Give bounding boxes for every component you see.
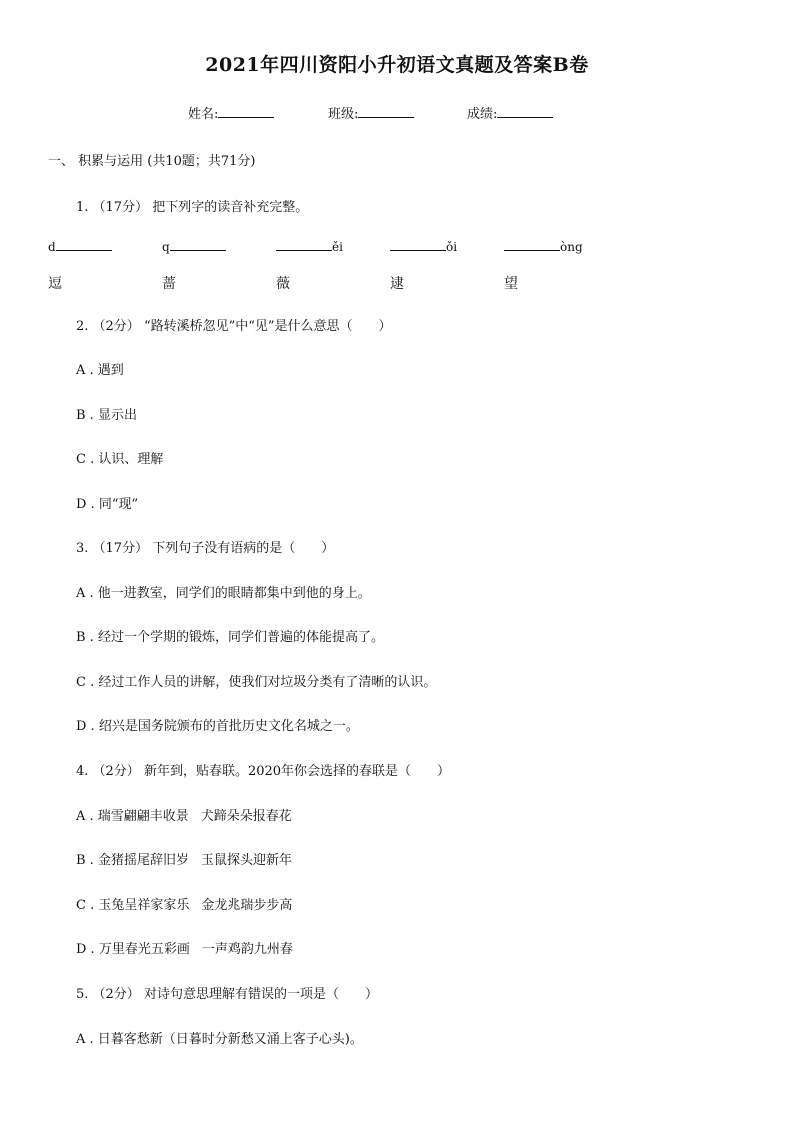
pinyin-blank-2[interactable]: q <box>162 238 226 254</box>
question-3-option-b[interactable]: B . 经过一个学期的锻炼，同学们普遍的体能提高了。 <box>76 630 384 645</box>
score-field <box>467 103 553 122</box>
score-label: 成绩: <box>467 107 498 122</box>
question-5-stem: 5. （2分） 对诗句意思理解有错误的一项是（ ） <box>76 987 378 1002</box>
question-1-stem: 1. （17分） 把下列字的读音补充完整。 <box>76 200 309 215</box>
question-2-option-b[interactable]: B . 显示出 <box>76 408 137 423</box>
char-4: 逮 <box>390 276 404 292</box>
question-3-option-a[interactable]: A . 他一进教室，同学们的眼睛都集中到他的身上。 <box>76 586 371 601</box>
class-field <box>328 103 414 122</box>
class-label: 班级: <box>328 107 359 122</box>
question-2-option-c[interactable]: C . 认识、理解 <box>76 452 164 467</box>
question-2-option-d[interactable]: D . 同“现” <box>76 497 139 512</box>
pinyin-blank-3[interactable]: ěi <box>276 238 343 254</box>
char-5: 望 <box>504 276 518 292</box>
name-field <box>188 103 274 122</box>
question-4-option-c[interactable]: C . 玉兔呈祥家家乐 金龙兆瑞步步高 <box>76 898 293 913</box>
section-heading: 一、 积累与运用 (共10题；共71分) <box>48 154 256 169</box>
class-blank[interactable] <box>358 105 414 118</box>
name-label: 姓名: <box>188 107 219 122</box>
question-3-stem: 3. （17分） 下列句子没有语病的是（ ） <box>76 541 335 556</box>
char-2: 蔷 <box>162 276 176 292</box>
char-3: 薇 <box>276 276 290 292</box>
question-4-stem: 4. （2分） 新年到，贴春联。2020年你会选择的春联是（ ） <box>76 764 451 779</box>
pinyin-blank-5[interactable]: òng <box>504 238 583 254</box>
page-title: 2021年四川资阳小升初语文真题及答案B卷 <box>205 54 589 76</box>
name-blank[interactable] <box>218 105 274 118</box>
char-1: 逗 <box>48 276 62 292</box>
question-2-option-a[interactable]: A . 遇到 <box>76 363 124 378</box>
question-3-option-c[interactable]: C . 经过工作人员的讲解，使我们对垃圾分类有了清晰的认识。 <box>76 675 437 690</box>
pinyin-blank-4[interactable]: ǒi <box>390 238 457 254</box>
pinyin-blank-1[interactable]: d <box>48 238 112 254</box>
question-5-option-a[interactable]: A . 日暮客愁新（日暮时分新愁又涌上客子心头)。 <box>76 1032 363 1047</box>
question-2-stem: 2. （2分） “路转溪桥忽见”中“见”是什么意思（ ） <box>76 319 392 334</box>
question-3-option-d[interactable]: D . 绍兴是国务院颁布的首批历史文化名城之一。 <box>76 719 359 734</box>
score-blank[interactable] <box>497 105 553 118</box>
question-4-option-d[interactable]: D . 万里春光五彩画 一声鸡韵九州春 <box>76 942 293 957</box>
question-4-option-b[interactable]: B . 金猪摇尾辞旧岁 玉鼠探头迎新年 <box>76 853 292 868</box>
question-4-option-a[interactable]: A . 瑞雪翩翩丰收景 犬蹄朵朵报春花 <box>76 809 292 824</box>
